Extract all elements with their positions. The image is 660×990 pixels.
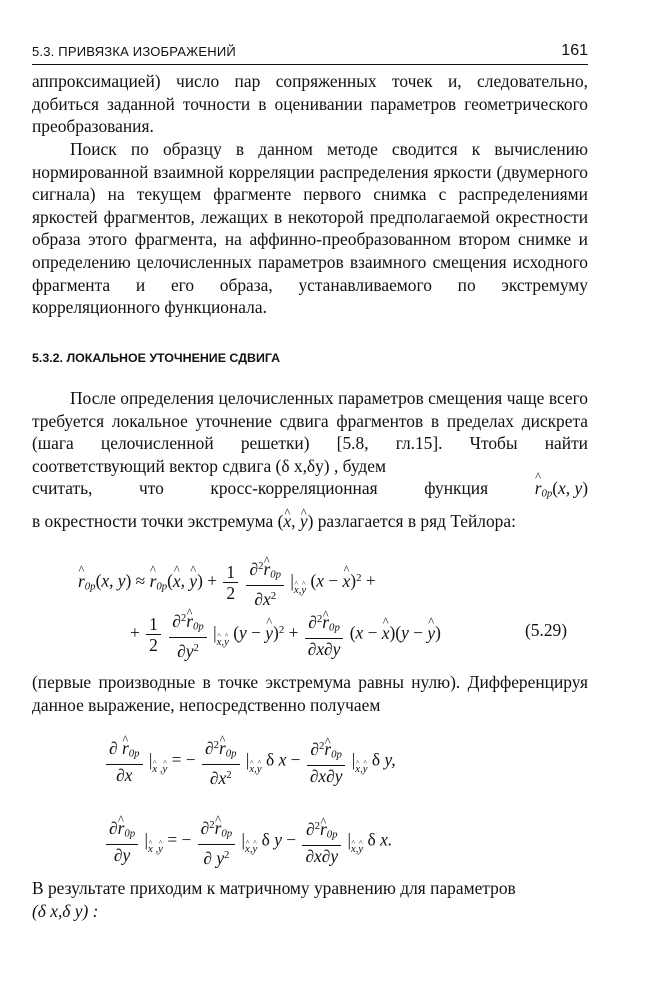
equation-5-29-line-1: ^ $r_{0p}(x$, y) ≈ ^ $r_{0p}(\^{}$ x, ^ y) + $\frac{1}{2}$ $\frac{\partial^2\^{} r_{0p}}{\partial x^2}$ |^ $_{x,\^{} y}$ (x − ^ x)$^2$ + (78, 556, 376, 609)
word-2: что (138, 478, 164, 498)
p3-end-tail: разлагается в ряд Тейлора: (317, 511, 516, 531)
paragraph-3-spread-line (32, 478, 588, 500)
p3-end-text: в окрестности точки экстремума (32, 511, 274, 531)
equation-derivative-y: $\frac{\partial\^{} r_{0p}}{\partial y}$ |^ $_{x ,\^{} y}$ = − $\frac{\partial^2\^{} r_{0p}}{\partial y^2}$ |^ $_{x,\^{} y}$ δ y − $\frac{\partial^2\^{} r_{0p}}{\partial x\partial y}$ |^ $_{x,\^{} y}$ δ x. (104, 815, 392, 868)
paragraph-2: Поиск по образцу в данном методе сводится к вычислению нормированной взаимной корреляции распределения яркости (двумерного сигнала) на текущем фрагменте первого снимка с распределениями яркостей фрагментов, лежащих в некоторой предполагаемой окрестности образа этого фрагмента, на аффинно-преобразованном втором снимке и определению целочисленных параметров взаимного смещения исходного фрагмента и его образа, устанавливаемого по экстремуму корреляционного функционала. (32, 139, 588, 318)
word-4: функция (424, 478, 489, 498)
p5-text: В результате приходим к матричному уравнению для параметров (32, 878, 516, 898)
subsection-title: 5.3.2. ЛОКАЛЬНОЕ УТОЧНЕНИЕ СДВИГА (32, 351, 281, 365)
paragraph-3-end (32, 510, 588, 533)
equation-derivative-x: $\frac{\partial \^{} r_{0p}}{\partial x}$ |^ $_{x ,\^{} y}$ = − $\frac{\partial^2\^{} r_{0p}}{\partial x^2}$ |^ $_{x,\^{} y}$ δ x − $\frac{\partial^2\^{} r_{0p}}{\partial x\partial y}$ |^ $_{x,\^{} y}$ δ y, (104, 735, 396, 788)
paragraph-4: (первые производные в точке экстремума равны нулю). Дифференцируя данное выражение, непосредственно получаем (32, 672, 588, 715)
paragraph-5 (32, 877, 588, 922)
paragraph-1: аппроксимацией) число пар сопряженных точек и, следовательно, добиться заданной точности в оценивании параметров геометрического преобразования. (32, 71, 588, 137)
equation-5-29-line-2: + $\frac{1}{2}$ $\frac{\partial^2\^{} r_{0p}}{\partial y^2}$ |^ $_{x,\^{} y}$ (y − ^ y)$^2$ + $\frac{\partial^2\^{} r_{0p}}{\partial x\partial y}$ (x − ^ x)(y − ^ y) (130, 608, 441, 661)
word-1: считать, (32, 478, 93, 498)
equation-number: (5.29) (525, 620, 568, 640)
section-title: 5.3. ПРИВЯЗКА ИЗОБРАЖЕНИЙ (32, 44, 236, 59)
inline-math-point: (^ x, ^ y) (278, 511, 314, 531)
word-3: кросс-корреляционная (210, 478, 378, 498)
p5-tail: (δ x,δ y) : (32, 900, 99, 921)
inline-math-r: ^ $r_{0p}(x$, y) (535, 478, 588, 500)
paragraph-3: После определения целочисленных параметров смещения чаще всего требуется локальное уточнение сдвига фрагментов в пределах дискрета (шага целочисленной решетки) [5.8, гл.15]. Чтобы найти соответствующий вектор сдвига (δ x,δy) , будем (32, 388, 588, 476)
page-number: 161 (561, 42, 588, 59)
running-head (32, 42, 588, 65)
